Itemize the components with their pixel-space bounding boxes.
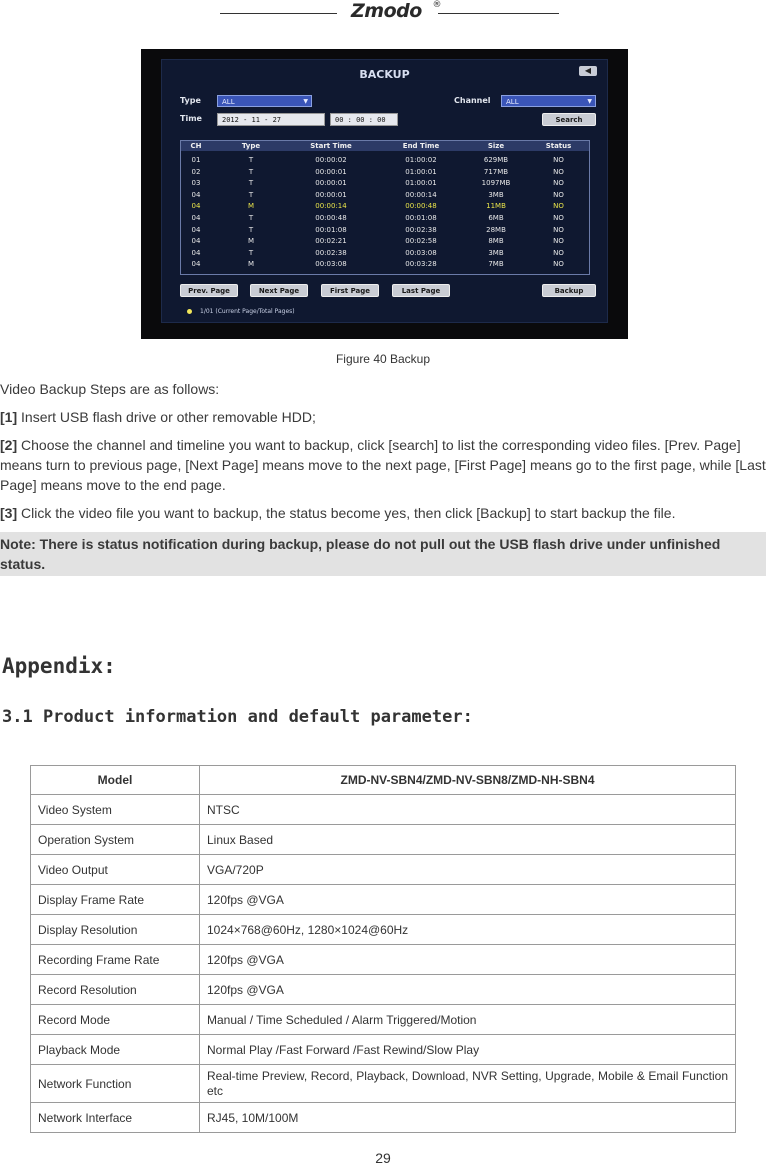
spec-row xyxy=(31,885,736,915)
record-type: T xyxy=(248,156,254,164)
page-indicator-dot xyxy=(187,309,192,314)
page-number: 29 xyxy=(375,1150,391,1166)
spec-key: Video Output xyxy=(31,855,200,885)
record-type: M xyxy=(247,202,255,211)
intro-text: Video Backup Steps are as follows: xyxy=(0,381,220,397)
step-1: [1] Insert USB flash drive or other removable HDD; xyxy=(0,409,316,425)
record-ch: 04 xyxy=(191,190,201,199)
record-start-time: 00:00:01 xyxy=(315,190,347,199)
record-size: 1097MB xyxy=(481,179,511,188)
spec-row xyxy=(31,825,736,855)
record-type: T xyxy=(248,225,254,234)
type-select[interactable]: ALL ▼ xyxy=(217,95,312,107)
record-row[interactable] xyxy=(181,236,589,246)
record-start-time: 00:02:21 xyxy=(315,237,347,246)
record-row[interactable] xyxy=(181,190,589,200)
spec-value: NTSC xyxy=(200,795,736,825)
spec-key: Playback Mode xyxy=(31,1035,200,1065)
step-2: [2] Choose the channel and timeline you want to backup, click [search] to list the corresponding video files. [Prev. Page] means turn to previous page, [Next Page] means move to the next page, [First Page] means go to the first page, while [Last Page] means move to the end page. xyxy=(0,437,766,493)
spec-key: Network Interface xyxy=(31,1103,200,1133)
record-ch: 04 xyxy=(191,237,201,246)
col-ch: CH xyxy=(190,142,202,150)
record-end-time: 00:02:38 xyxy=(405,225,437,234)
spec-row xyxy=(31,945,736,975)
backup-screenshot xyxy=(141,49,628,339)
record-end-time: 00:03:08 xyxy=(405,248,437,257)
record-start-time: 00:00:01 xyxy=(315,179,347,188)
record-status: NO xyxy=(553,248,564,257)
record-start-time: 00:00:01 xyxy=(315,167,347,176)
spec-row xyxy=(31,855,736,885)
spec-row xyxy=(31,1065,736,1103)
record-ch: 03 xyxy=(191,179,201,188)
record-type: T xyxy=(248,248,254,257)
record-row[interactable] xyxy=(181,248,589,258)
record-ch: 01 xyxy=(191,156,201,164)
spec-header-model-numbers: ZMD-NV-SBN4/ZMD-NV-SBN8/ZMD-NH-SBN4 xyxy=(200,766,736,795)
record-ch: 02 xyxy=(191,167,201,176)
search-button[interactable]: Search xyxy=(542,113,596,126)
next-page-button[interactable]: Next Page xyxy=(250,284,308,297)
backup-title: BACKUP xyxy=(359,68,410,81)
spec-value: Normal Play /Fast Forward /Fast Rewind/Slow Play xyxy=(200,1035,736,1065)
spec-value: 120fps @VGA xyxy=(200,945,736,975)
record-type: T xyxy=(248,179,254,188)
spec-row xyxy=(31,1103,736,1133)
record-row[interactable] xyxy=(181,213,589,223)
backup-button[interactable]: Backup xyxy=(542,284,596,297)
record-list-header xyxy=(181,141,589,151)
record-ch: 04 xyxy=(191,260,201,269)
spec-key: Display Frame Rate xyxy=(31,885,200,915)
record-size: 8MB xyxy=(488,237,504,246)
page-indicator: 1/01 (Current Page/Total Pages) xyxy=(200,308,295,315)
record-start-time: 00:00:14 xyxy=(315,202,347,211)
spec-key: Display Resolution xyxy=(31,915,200,945)
col-type: Type xyxy=(241,142,261,150)
record-ch: 04 xyxy=(191,248,201,257)
col-size: Size xyxy=(487,142,505,150)
record-start-time: 00:03:08 xyxy=(315,260,347,269)
spec-value: VGA/720P xyxy=(200,855,736,885)
record-size: 28MB xyxy=(486,225,506,234)
appendix-title: Appendix: xyxy=(2,654,116,678)
type-label: Type xyxy=(180,96,201,105)
channel-label: Channel xyxy=(454,96,491,105)
record-ch: 04 xyxy=(191,214,201,222)
col-end-time: End Time xyxy=(402,142,440,150)
record-row[interactable] xyxy=(181,167,589,177)
time-input[interactable]: 00 : 00 : 00 xyxy=(330,113,398,126)
date-input[interactable]: 2012 - 11 - 27 xyxy=(217,113,325,126)
record-ch: 04 xyxy=(191,202,201,211)
spec-key: Record Resolution xyxy=(31,975,200,1005)
spec-key: Video System xyxy=(31,795,200,825)
record-end-time: 00:00:48 xyxy=(405,202,437,211)
record-end-time: 01:00:02 xyxy=(405,156,437,164)
record-start-time: 00:02:38 xyxy=(315,248,347,257)
spec-row xyxy=(31,1035,736,1065)
record-row[interactable] xyxy=(181,259,589,269)
figure-caption: Figure 40 Backup xyxy=(335,352,431,366)
spec-table xyxy=(30,765,736,1133)
record-status: NO xyxy=(553,156,564,164)
spec-value: Real-time Preview, Record, Playback, Download, NVR Setting, Upgrade, Mobile & Email Function etc xyxy=(200,1065,736,1103)
record-end-time: 00:01:08 xyxy=(405,214,437,222)
record-end-time: 01:00:01 xyxy=(405,179,437,188)
record-status: NO xyxy=(553,214,564,222)
record-size: 629MB xyxy=(483,156,509,164)
record-type: T xyxy=(248,190,254,199)
channel-select[interactable]: ALL ▼ xyxy=(501,95,596,107)
header-rule-left xyxy=(220,13,337,14)
prev-page-button[interactable]: Prev. Page xyxy=(180,284,238,297)
spec-row xyxy=(31,1005,736,1035)
chevron-down-icon: ▼ xyxy=(303,98,308,105)
record-type: T xyxy=(248,167,254,176)
spec-value: RJ45, 10M/100M xyxy=(200,1103,736,1133)
record-size: 6MB xyxy=(488,214,504,222)
spec-table-header xyxy=(31,766,736,795)
spec-value: 120fps @VGA xyxy=(200,975,736,1005)
record-size: 717MB xyxy=(483,167,509,176)
backup-panel xyxy=(161,59,608,323)
record-row[interactable] xyxy=(181,155,589,165)
spec-key: Record Mode xyxy=(31,1005,200,1035)
record-end-time: 00:02:58 xyxy=(405,237,437,246)
record-status: NO xyxy=(553,225,564,234)
chevron-down-icon: ▼ xyxy=(587,98,592,105)
spec-key: Operation System xyxy=(31,825,200,855)
record-end-time: 01:00:01 xyxy=(405,167,437,176)
backup-note: Note: There is status notification during backup, please do not pull out the USB flash drive under unfinished status. xyxy=(0,532,766,576)
first-page-button[interactable]: First Page xyxy=(321,284,379,297)
time-label: Time xyxy=(180,114,202,123)
spec-value: Manual / Time Scheduled / Alarm Triggered/Motion xyxy=(200,1005,736,1035)
record-size: 11MB xyxy=(486,202,506,211)
record-status: NO xyxy=(553,179,564,188)
record-type: T xyxy=(248,214,254,222)
header-rule-right xyxy=(438,13,559,14)
record-list xyxy=(180,140,590,275)
record-size: 3MB xyxy=(488,248,504,257)
spec-row xyxy=(31,975,736,1005)
record-status: NO xyxy=(553,190,564,199)
record-start-time: 00:00:02 xyxy=(315,156,347,164)
record-start-time: 00:01:08 xyxy=(315,225,347,234)
record-end-time: 00:03:28 xyxy=(405,260,437,269)
spec-key: Recording Frame Rate xyxy=(31,945,200,975)
record-ch: 04 xyxy=(191,225,201,234)
col-start-time: Start Time xyxy=(310,142,352,150)
spec-header-model: Model xyxy=(31,766,200,795)
record-status: NO xyxy=(553,260,564,269)
step-3: [3] Click the video file you want to backup, the status become yes, then click [Backup] to start backup the file. xyxy=(0,505,676,521)
record-row[interactable] xyxy=(181,178,589,188)
back-arrow-icon[interactable]: ◀ xyxy=(579,66,597,76)
spec-value: Linux Based xyxy=(200,825,736,855)
record-size: 7MB xyxy=(488,260,504,269)
record-type: M xyxy=(247,237,255,246)
spec-row xyxy=(31,915,736,945)
record-status: NO xyxy=(553,167,564,176)
record-status: NO xyxy=(553,237,564,246)
spec-row xyxy=(31,795,736,825)
brand-logo: Zmodo ® xyxy=(351,0,441,22)
spec-key: Network Function xyxy=(31,1065,200,1103)
record-end-time: 00:00:14 xyxy=(405,190,437,199)
record-start-time: 00:00:48 xyxy=(315,214,347,222)
section-title: 3.1 Product information and default parameter: xyxy=(2,707,473,727)
record-row[interactable] xyxy=(181,225,589,235)
col-status: Status xyxy=(545,142,572,150)
record-type: M xyxy=(247,260,255,269)
last-page-button[interactable]: Last Page xyxy=(392,284,450,297)
record-status: NO xyxy=(553,202,564,211)
record-size: 3MB xyxy=(488,190,504,199)
spec-value: 120fps @VGA xyxy=(200,885,736,915)
record-row[interactable] xyxy=(181,201,589,211)
spec-value: 1024×768@60Hz, 1280×1024@60Hz xyxy=(200,915,736,945)
